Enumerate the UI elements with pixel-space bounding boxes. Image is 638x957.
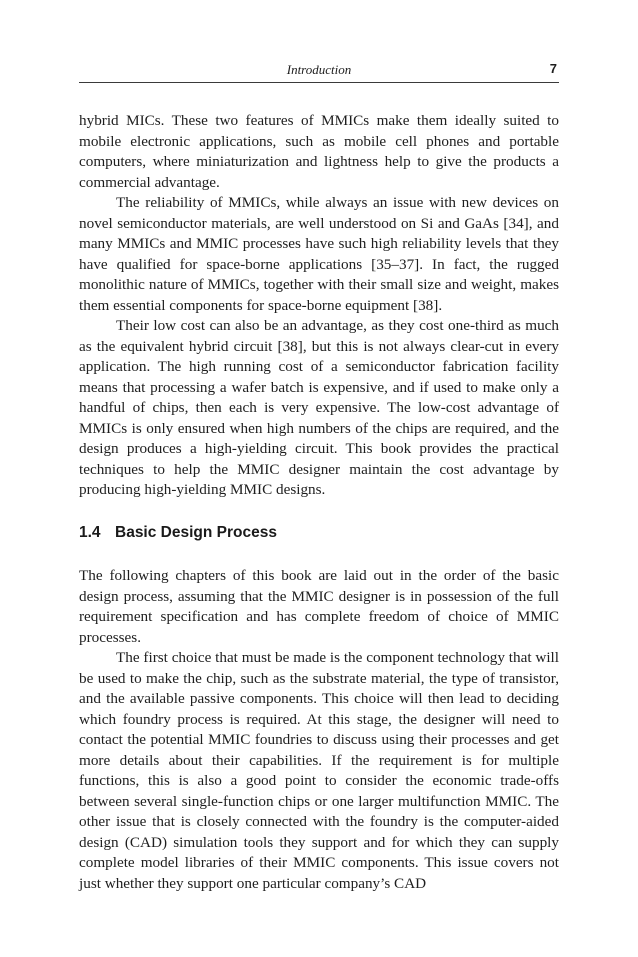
running-header [79, 60, 559, 83]
paragraph: The first choice that must be made is the component technology that will be used to make the chip, such as the substrate material, the type of transistor, and the available passive components. This choice will then lead to deciding which foundry process is required. At this stage, the designer will need to contact the potential MMIC foundries to discuss using their processes and get more details about their capabilities. If the requirement is for multiple functions, this is also a good point to consider the economic trade-offs between several single-function chips or one larger multifunction MMIC. The other issue that is closely connected with the foundry is the computer-aided design (CAD) simulation tools they support and for which they can supply complete model libraries of their MMIC components. This issue covers not just whether they support one particular company’s CAD [79, 649, 559, 892]
paragraph: hybrid MICs. These two features of MMICs make them ideally suited to mobile electronic applications, such as mobile cell phones and portable computers, where miniaturization and lightness help to give the products a commercial advantage. [79, 112, 559, 191]
body-text-top [79, 111, 559, 501]
paragraph: The reliability of MMICs, while always an issue with new devices on novel semiconductor materials, are well understood on Si and GaAs [34], and many MMICs and MMIC processes have such high reliability levels that they have qualified for space-borne applications [35–37]. In fact, the rugged monolithic nature of MMICs, together with their small size and weight, makes them essential components for space-borne equipment [38]. [79, 194, 559, 314]
section-heading [79, 524, 277, 542]
paragraph: Their low cost can also be an advantage, as they cost one-third as much as the equivalent hybrid circuit [38], but this is not always clear-cut in every application. The high running cost of a semiconductor fabrication facility means that processing a wafer batch is expensive, and if used to make only a handful of chips, then each is very expensive. The low-cost advantage of MMICs is only ensured when high numbers of the chips are required, and the design produces a high-yielding circuit. This book provides the practical techniques to help the MMIC designer maintain the cost advantage by producing high-yielding MMIC designs. [79, 317, 559, 498]
page-number: 7 [549, 61, 557, 76]
paragraph: The following chapters of this book are laid out in the order of the basic design process, assuming that the MMIC designer is in possession of the full requirement specification and has complete freedom of choice of MMIC processes. [79, 567, 559, 646]
running-title: Introduction [286, 62, 352, 77]
body-text-bottom [79, 566, 559, 894]
section-title: Basic Design Process [115, 524, 277, 541]
section-number: 1.4 [79, 524, 101, 541]
